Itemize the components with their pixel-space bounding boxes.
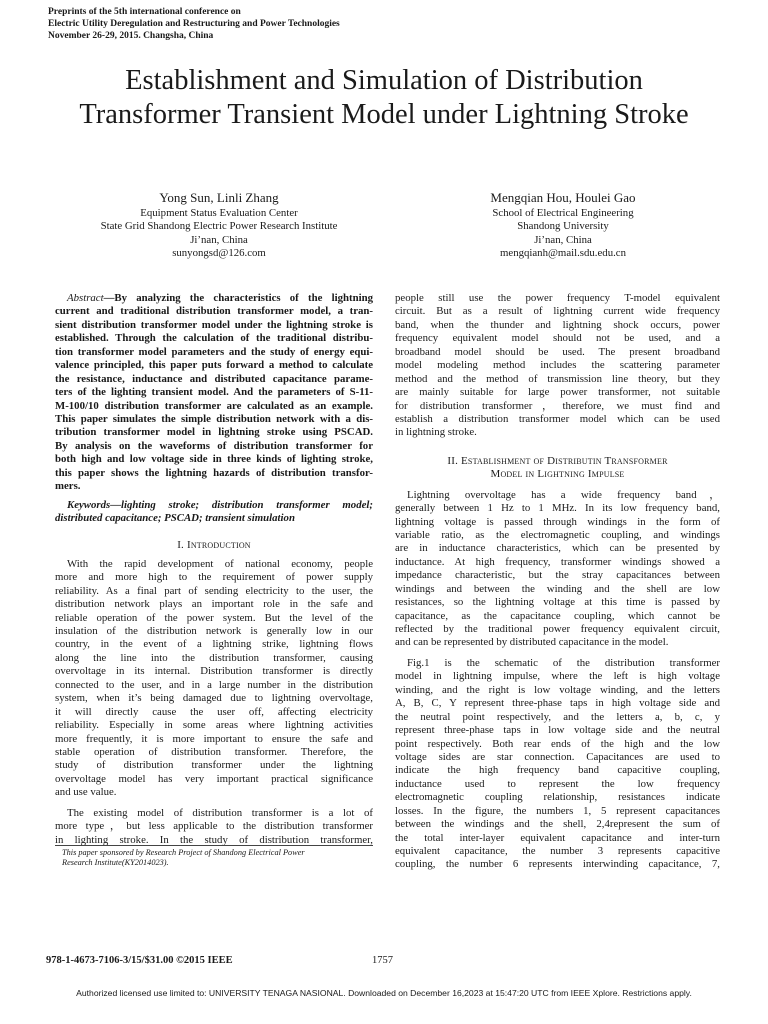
body-line: more type，but less applicable to the distribution transformer: [55, 820, 373, 833]
abstract-line: sient distribution transformer model under the lightning stroke is: [55, 318, 373, 331]
body-line: model modeling method includes the scattering parameter: [395, 359, 720, 372]
affiliation-line: Equipment Status Evaluation Center: [140, 207, 298, 219]
body-line: circuit. But as a result of lightning current wide frequency: [395, 305, 720, 318]
affiliation-line: State Grid Shandong Electric Power Research Institute: [100, 220, 338, 233]
abstract-line: ters of the lighting transient model. And the parameters of S-11-: [55, 386, 373, 399]
abstract-line: both high and low voltage side in three kinds of lighting stroke,: [55, 453, 373, 466]
section-heading-introduction: I. Introduction: [177, 539, 251, 552]
body-line: Fig.1 is the schematic of the distribution transformer: [407, 656, 720, 669]
body-line: it will directly cause the user off, affecting electricity: [55, 705, 373, 718]
body-line: study of distribution transformer under the lightning: [55, 759, 373, 772]
body-line: A, B, C, Y represent three-phase taps in high voltage side and: [395, 697, 720, 710]
body-line: in lightning stroke.: [395, 426, 477, 439]
body-line: overvoltage model has very important practical significance: [55, 772, 373, 785]
footnote-line: Research Institute(KY2014023).: [62, 858, 169, 867]
body-line: With the rapid development of national economy, people: [67, 557, 373, 570]
title-line: Establishment and Simulation of Distribution: [125, 65, 643, 96]
body-line: resistances, so the lightning voltage at this time is passed by: [395, 596, 720, 609]
authorization-notice: Authorized licensed use limited to: UNIVERSITY TENAGA NASIONAL. Downloaded on December 16,2023 at 15:47:20 UTC from IEEE Xplore. Restrictions apply.: [76, 988, 692, 998]
conference-line: Preprints of the 5th international conference on: [48, 7, 241, 17]
footnote-divider: [55, 845, 373, 846]
abstract-line: tion transformer model parameters and the study of energy equi-: [55, 345, 373, 358]
body-line: impedance characteristic, but the stray capacitances between: [395, 569, 720, 582]
abstract-line: tribution transformer model in lightning stroke using PSCAD.: [55, 426, 373, 439]
abstract-line: This paper simulates the simple distribution network with a dis-: [55, 412, 373, 425]
body-line: stable operation of distribution transformer. Therefore, the: [55, 745, 373, 758]
isbn-copyright: 978-1-4673-7106-3/15/$31.00 ©2015 IEEE: [46, 955, 233, 966]
section2-paragraph-1: [395, 489, 720, 650]
keywords-line: [55, 499, 373, 512]
body-line: voltage sides are star connection. Capacitances are used to: [395, 750, 720, 763]
body-line: inductance used to represent the low frequency: [395, 777, 720, 790]
abstract-label: Abstract: [67, 292, 104, 304]
conference-header: [48, 6, 348, 42]
body-line: represent three-phase taps in low voltage side and the neutral: [395, 724, 720, 737]
author-names: Mengqian Hou, Houlei Gao: [490, 190, 636, 205]
abstract-line: this paper shows the lightning hazards of distribution transfor-: [55, 466, 373, 479]
page-number: 1757: [372, 955, 393, 966]
body-line: insulation of the distribution network is generally low in our: [55, 625, 373, 638]
body-line: people still use the power frequency T-model equivalent: [395, 292, 720, 304]
body-line: Lightning overvoltage has a wide frequency band，: [407, 488, 720, 501]
body-line: reliability. Especially in some areas where lightning activities: [55, 719, 373, 732]
affiliation-line: Shandong University: [517, 220, 609, 233]
author-email: mengqianh@mail.sdu.edu.cn: [500, 247, 626, 260]
abstract-line: current and traditional distribution transformer model, a tran-: [55, 305, 373, 318]
keywords-label: Keywords: [67, 498, 111, 511]
body-line: reliable operation of the power system. But the level of the: [55, 611, 373, 624]
body-line: point respectively. Both rear ends of the high and the low: [395, 737, 720, 750]
section-heading-establishment: [395, 455, 720, 482]
affiliation-line: Ji’nan, China: [534, 233, 592, 246]
left-column: [55, 292, 373, 847]
body-line: The existing model of distribution transformer is a lot of: [67, 806, 373, 819]
abstract-text: —By analyzing the characteristics of the lightning: [103, 292, 373, 304]
body-line: equivalent capacitance, the number 3 represents capacitive: [395, 845, 720, 857]
author-block-1: [54, 190, 384, 261]
keywords-text: —lighting stroke; distribution transformer model;: [110, 498, 373, 511]
body-line: broadband model should be used. The present broadband: [395, 345, 720, 358]
body-line: connected to the user, and in a large number in the distribution: [55, 678, 373, 691]
abstract-line: the resistance, inductance and distributed capacitance parame-: [55, 372, 373, 385]
author-names: Yong Sun, Linli Zhang: [159, 190, 279, 205]
right-column: [395, 292, 720, 872]
body-line: are mainly suitable for large power transformer, not suitable: [395, 386, 720, 399]
body-line: reliability. As a final part of sending electricity to the user, the: [55, 584, 373, 597]
body-line: electromagnetic coupling relationship, resistances indicate: [395, 791, 720, 804]
paper-title: [30, 64, 738, 132]
body-line: generally between 1 Hz to 1 MHz. In its low frequency band,: [395, 502, 720, 515]
author-email: sunyongsd@126.com: [172, 247, 266, 260]
body-line: for distribution transformer，therefore, we must find and: [395, 399, 720, 412]
footnote-line: This paper sponsored by Research Project of Shandong Electrical Power: [62, 848, 305, 857]
body-line: and can be represented by distributed capacitance in the model.: [395, 636, 669, 649]
abstract-line: valence principled, this paper puts forward a method to calculate: [55, 359, 373, 372]
body-line: indicate the high frequency band capacitive coupling,: [395, 764, 720, 777]
body-line: coupling, the number 6 represents interwinding capacitance, 7,: [395, 858, 720, 871]
body-line: more frequently, it is more important to ensure the safe and: [55, 732, 373, 745]
intro-paragraph-1: [55, 558, 373, 800]
conference-line: November 26-29, 2015. Changsha, China: [48, 31, 214, 41]
abstract-line: By analysis on the waveforms of distribution transformer for: [55, 439, 373, 452]
body-line: country, in the event of a lightning strike, lightning flows: [55, 638, 373, 651]
body-line: windings and between the winding and the shell are low: [395, 582, 720, 595]
affiliation-line: School of Electrical Engineering: [492, 207, 634, 219]
affiliation-line: Ji’nan, China: [190, 233, 248, 246]
body-line: capacitance, as the capacitance coupling, which cannot be: [395, 609, 720, 622]
body-line: model in lightning impulse, where the left is high voltage: [395, 670, 720, 683]
body-line: variable ratio, as the electromagnetic coupling, and windings: [395, 528, 720, 541]
body-line: the total inter-layer equivalent capacitance and inter-turn: [395, 831, 720, 844]
body-line: inductance. At high frequency, transformer windings showed a: [395, 555, 720, 568]
body-line: lightning voltage is passed through windings in the form of: [395, 515, 720, 528]
body-line: frequency equivalent model should not be used, and a: [395, 332, 720, 345]
body-line: more and more high to the requirement of power supply: [55, 571, 373, 584]
body-line: winding, and the right is low voltage winding, and the letters: [395, 683, 720, 696]
abstract: [55, 292, 373, 494]
abstract-line: M-100/10 distribution transformer are calculated as an example.: [55, 399, 373, 412]
body-line: are in inductance characteristics, which can be presented by: [395, 542, 720, 555]
body-line: method and the method of transmission line theory, but they: [395, 372, 720, 385]
keywords-line: distributed capacitance; PSCAD; transient simulation: [55, 512, 295, 524]
body-line: distribution network plays an important role in the safe and: [55, 598, 373, 611]
intro-paragraph-3: [395, 292, 720, 440]
body-line: in lighting stroke. In the study of distribution transformer,: [55, 833, 373, 846]
footnote: [62, 848, 377, 868]
body-line: reflected by the traditional power frequency equivalent circuit,: [395, 623, 720, 635]
section2-paragraph-2: [395, 657, 720, 872]
body-line: losses. In the figure, the numbers 1, 5 represent capacitances: [395, 804, 720, 817]
body-line: along the line into the distribution transformer, causing: [55, 651, 373, 664]
abstract-line: [55, 292, 373, 305]
body-line: the neutral point respectively, and the letters a, b, c, y: [395, 710, 720, 723]
body-line: and use value.: [55, 786, 117, 799]
section-heading-line: Model in Lightning Impulse: [490, 468, 625, 481]
author-block-2: [398, 190, 728, 261]
abstract-line: established. Through the calculation of the traditional distribu-: [55, 332, 373, 345]
body-line: establish a distribution transformer model which can be used: [395, 412, 720, 425]
body-line: system, when it’s being damaged due to lightning overvoltage,: [55, 692, 373, 705]
keywords: [55, 499, 373, 526]
body-line: band, when the thunder and lightning shock occurs, power: [395, 318, 720, 331]
section-heading-line: II. Establishment of Distributin Transformer: [447, 454, 668, 467]
body-line: between the windings and the shell, 2,4represent the sum of: [395, 818, 720, 831]
conference-line: Electric Utility Deregulation and Restructuring and Power Technologies: [48, 19, 340, 29]
body-line: overvoltage in its internal. Distribution transformer is directly: [55, 665, 373, 678]
intro-paragraph-2: [55, 807, 373, 847]
title-line: Transformer Transient Model under Lightning Stroke: [79, 99, 689, 130]
abstract-line: mers.: [55, 480, 81, 493]
